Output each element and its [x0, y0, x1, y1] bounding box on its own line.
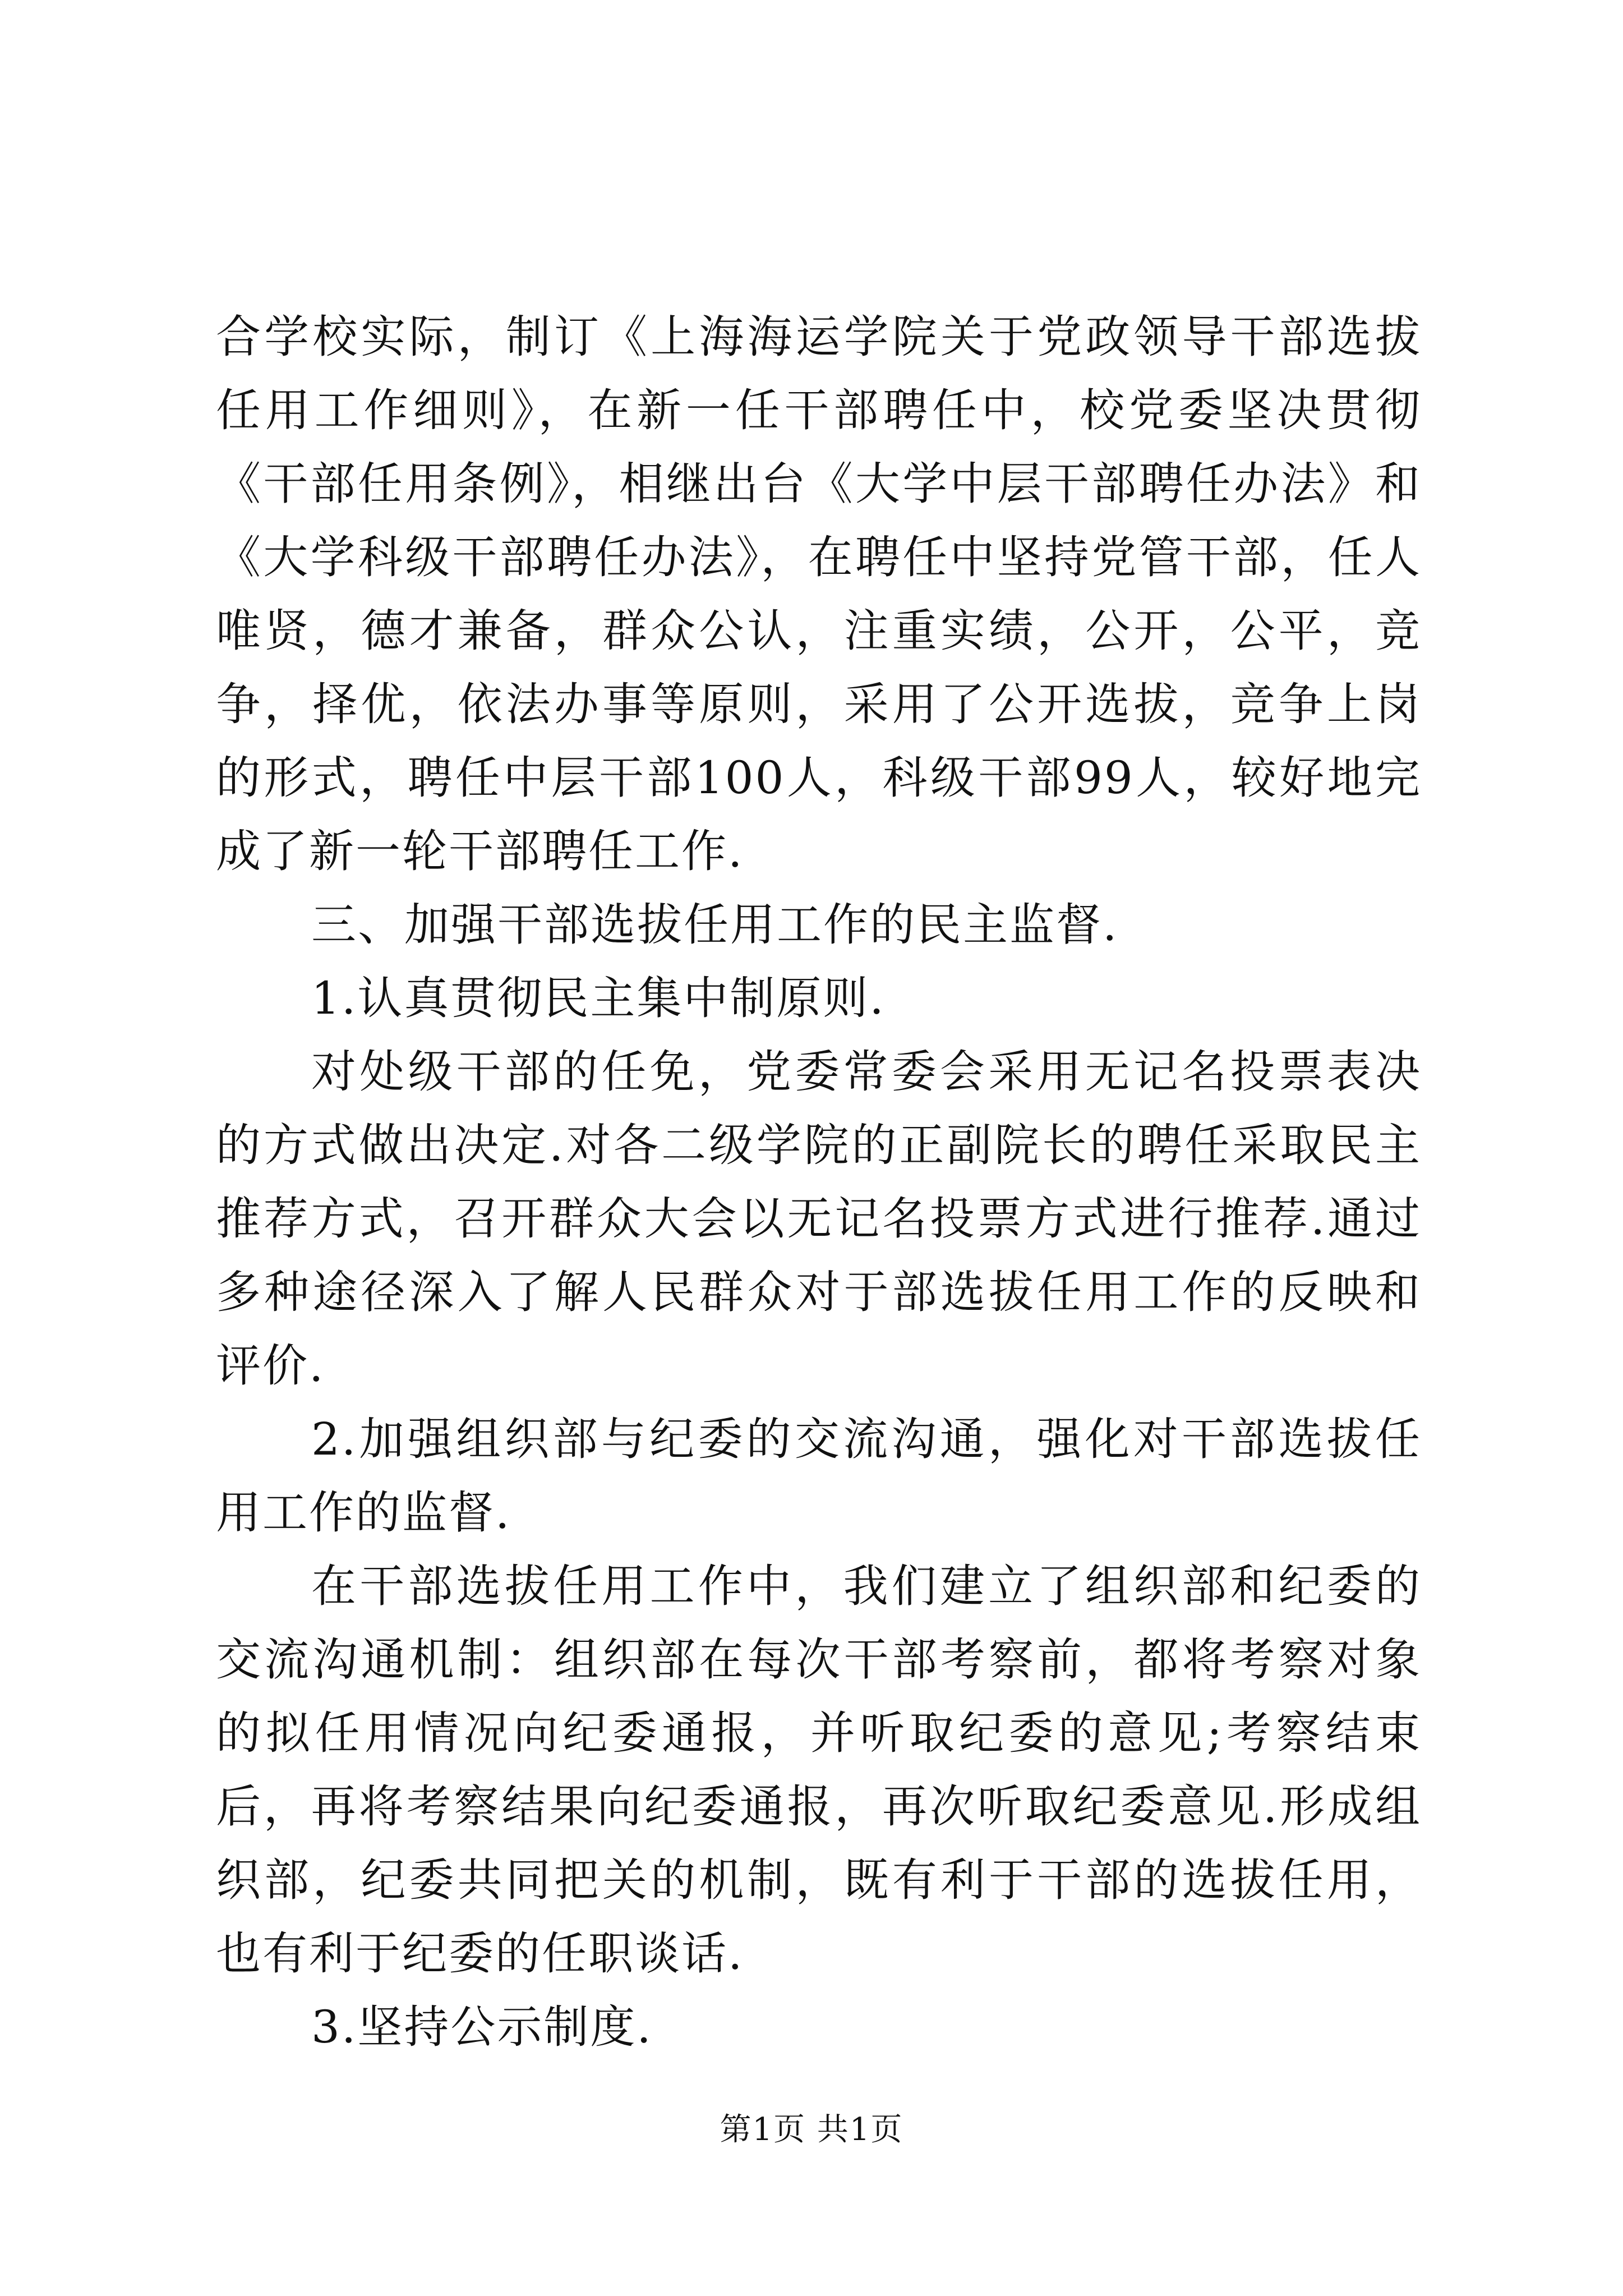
- paragraph-democratic-centralism: 对处级干部的任免，党委常委会采用无记名投票表决的方式做出决定.对各二级学院的正副院长的聘任采取民主推荐方式，召开群众大会以无记名投票方式进行推荐.通过多种途径深入了解人民群众对于部选拔任用工作的反映和评价.: [216, 1046, 1422, 1392]
- page-number-footer: 第1页 共1页: [720, 2111, 903, 2148]
- paragraph-continuation: 合学校实际，制订《上海海运学院关于党政领导干部选拔任用工作细则》，在新一任干部聘任中，校党委坚决贯彻《干部任用条例》，相继出台《大学中层干部聘任办法》和《大学科级干部聘任办法》，在聘任中坚持党管干部，任人唯贤，德才兼备，群众公认，注重实绩，公开，公平，竞争，择优，依法办事等原则，采用了公开选拔，竞争上岗的形式，聘任中层干部100人，科级干部99人，较好地完成了新一轮干部聘任工作.: [216, 311, 1422, 877]
- subheading-1: 1.认真贯彻民主集中制原则.: [311, 972, 886, 1024]
- paragraph-communication-mechanism: 在干部选拔任用工作中，我们建立了组织部和纪委的交流沟通机制：组织部在每次干部考察前，都将考察对象的拟任用情况向纪委通报，并听取纪委的意见;考察结束后，再将考察结果向纪委通报，再次听取纪委意见.形成组织部，纪委共同把关的机制，既有利于干部的选拔任用，也有利于纪委的任职谈话.: [216, 1560, 1422, 1980]
- document-body: [216, 300, 1422, 2064]
- subheading-3: 3.坚持公示制度.: [311, 2001, 653, 2053]
- subheading-2: 2.加强组织部与纪委的交流沟通，强化对干部选拔任用工作的监督.: [216, 1413, 1422, 1539]
- section-heading-3: 三、加强干部选拔任用工作的民主监督.: [311, 899, 1119, 951]
